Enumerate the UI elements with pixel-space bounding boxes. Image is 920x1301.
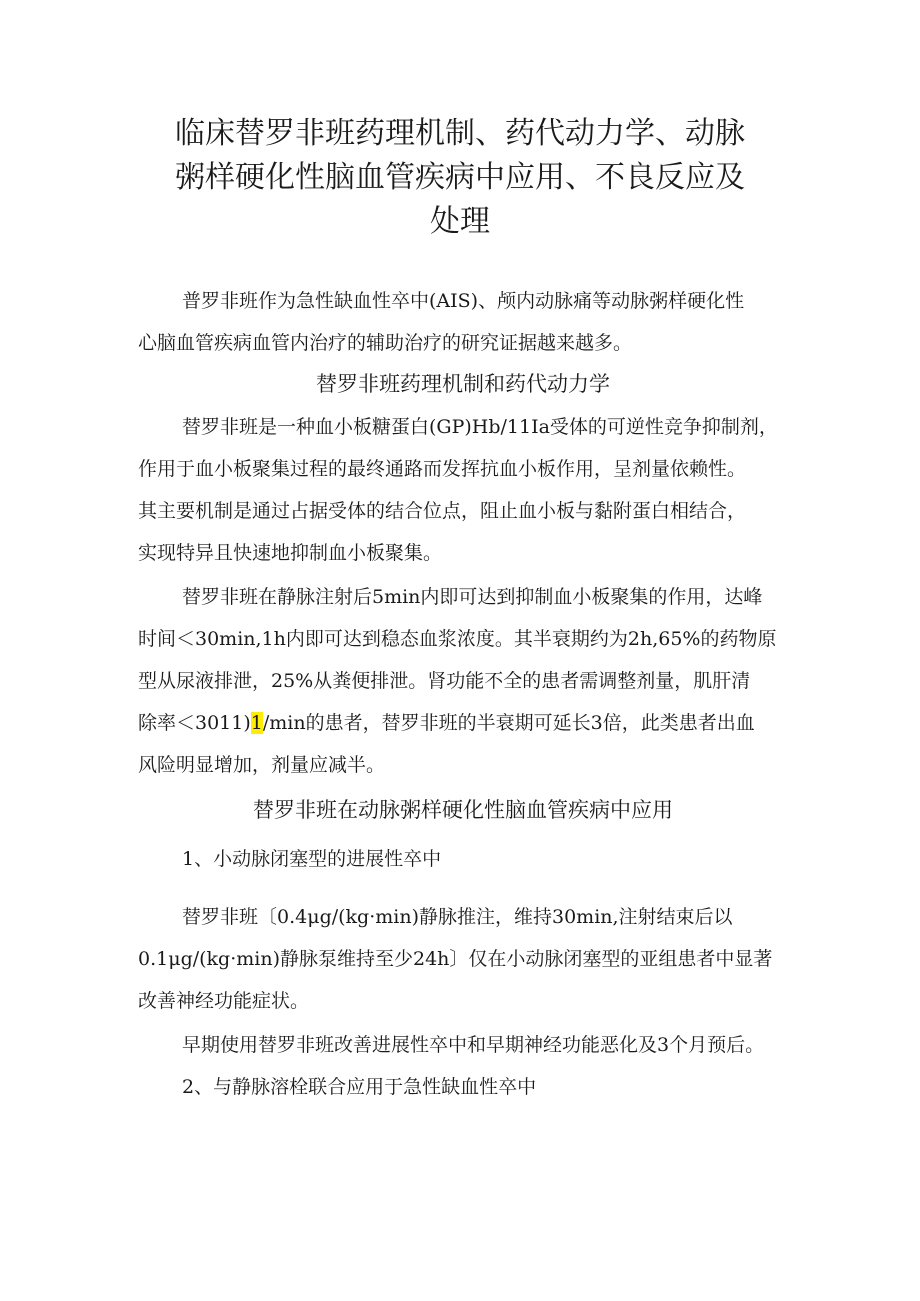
intro-line-1: 普罗非班作为急性缺血性卒中(AIS)、颅内动脉痛等动脉粥样硬化性	[182, 290, 745, 312]
pk-line-1: 替罗非班在静脉注射后5min内即可达到抑制血小板聚集的作用，达峰	[182, 586, 763, 608]
intro-line-2: 心脑血管疾病血管内治疗的辅助治疗的研究证据越来越多。	[138, 332, 633, 354]
early-use-paragraph	[138, 1024, 788, 1066]
dosage-paragraph	[138, 896, 788, 1022]
mechanism-line-1: 替罗非班是一种血小板糖蛋白(GP)Hb∕11Ia受体的可逆性竞争抑制剂，	[182, 416, 778, 438]
pk-line-2: 时间＜30min,1h内即可达到稳态血浆浓度。其半衰期约为2h,65%的药物原	[138, 628, 777, 650]
document-title	[150, 112, 770, 244]
highlighted-text: 1	[250, 712, 263, 734]
section-heading-pharmacology: 替罗非班药理机制和药代动力学	[316, 372, 610, 396]
list-item-2-text: 2、与静脉溶栓联合应用于急性缺血性卒中	[182, 1076, 537, 1098]
section-heading-application: 替罗非班在动脉粥样硬化性脑血管疾病中应用	[253, 798, 673, 822]
title-line-1: 临床替罗非班药理机制、药代动力学、动脉	[175, 116, 745, 151]
pk-line-4	[138, 702, 788, 744]
list-item-1	[138, 838, 788, 880]
pharmacokinetics-paragraph	[138, 576, 788, 786]
list-item-1-text: 1、小动脉闭塞型的进展性卒中	[182, 848, 442, 870]
intro-paragraph	[138, 280, 788, 364]
mechanism-paragraph	[138, 406, 788, 574]
pk-line-4-post: ∕min的患者，替罗非班的半衰期可延长3倍，此类患者出血	[262, 712, 755, 734]
title-line-3: 处理	[430, 204, 490, 239]
list-item-2	[138, 1066, 788, 1108]
mechanism-line-4: 实现特异且快速地抑制血小板聚集。	[138, 542, 443, 564]
mechanism-line-2: 作用于血小板聚集过程的最终通路而发挥抗血小板作用，呈剂量依赖性。	[138, 458, 747, 480]
dosage-line-3: 改善神经功能症状。	[138, 990, 310, 1012]
dosage-line-2: 0.1μg∕(kg·min)静脉泵维持至少24h〕仅在小动脉闭塞型的亚组患者中显著	[138, 948, 773, 970]
pk-line-4-pre: 除率＜3011)	[138, 712, 251, 734]
dosage-line-1: 替罗非班〔0.4μg∕(kg·min)静脉推注，维持30min,注射结束后以	[182, 906, 733, 928]
early-use-line-1: 早期使用替罗非班改善进展性卒中和早期神经功能恶化及3个月预后。	[182, 1034, 765, 1056]
title-line-2: 粥样硬化性脑血管疾病中应用、不良反应及	[175, 160, 745, 195]
pk-line-3: 型从尿液排泄，25%从粪便排泄。肾功能不全的患者需调整剂量，肌肝清	[138, 670, 751, 692]
mechanism-line-3: 其主要机制是通过占据受体的结合位点，阻止血小板与黏附蛋白相结合，	[138, 500, 747, 522]
pk-line-5: 风险明显增加，剂量应减半。	[138, 754, 386, 776]
